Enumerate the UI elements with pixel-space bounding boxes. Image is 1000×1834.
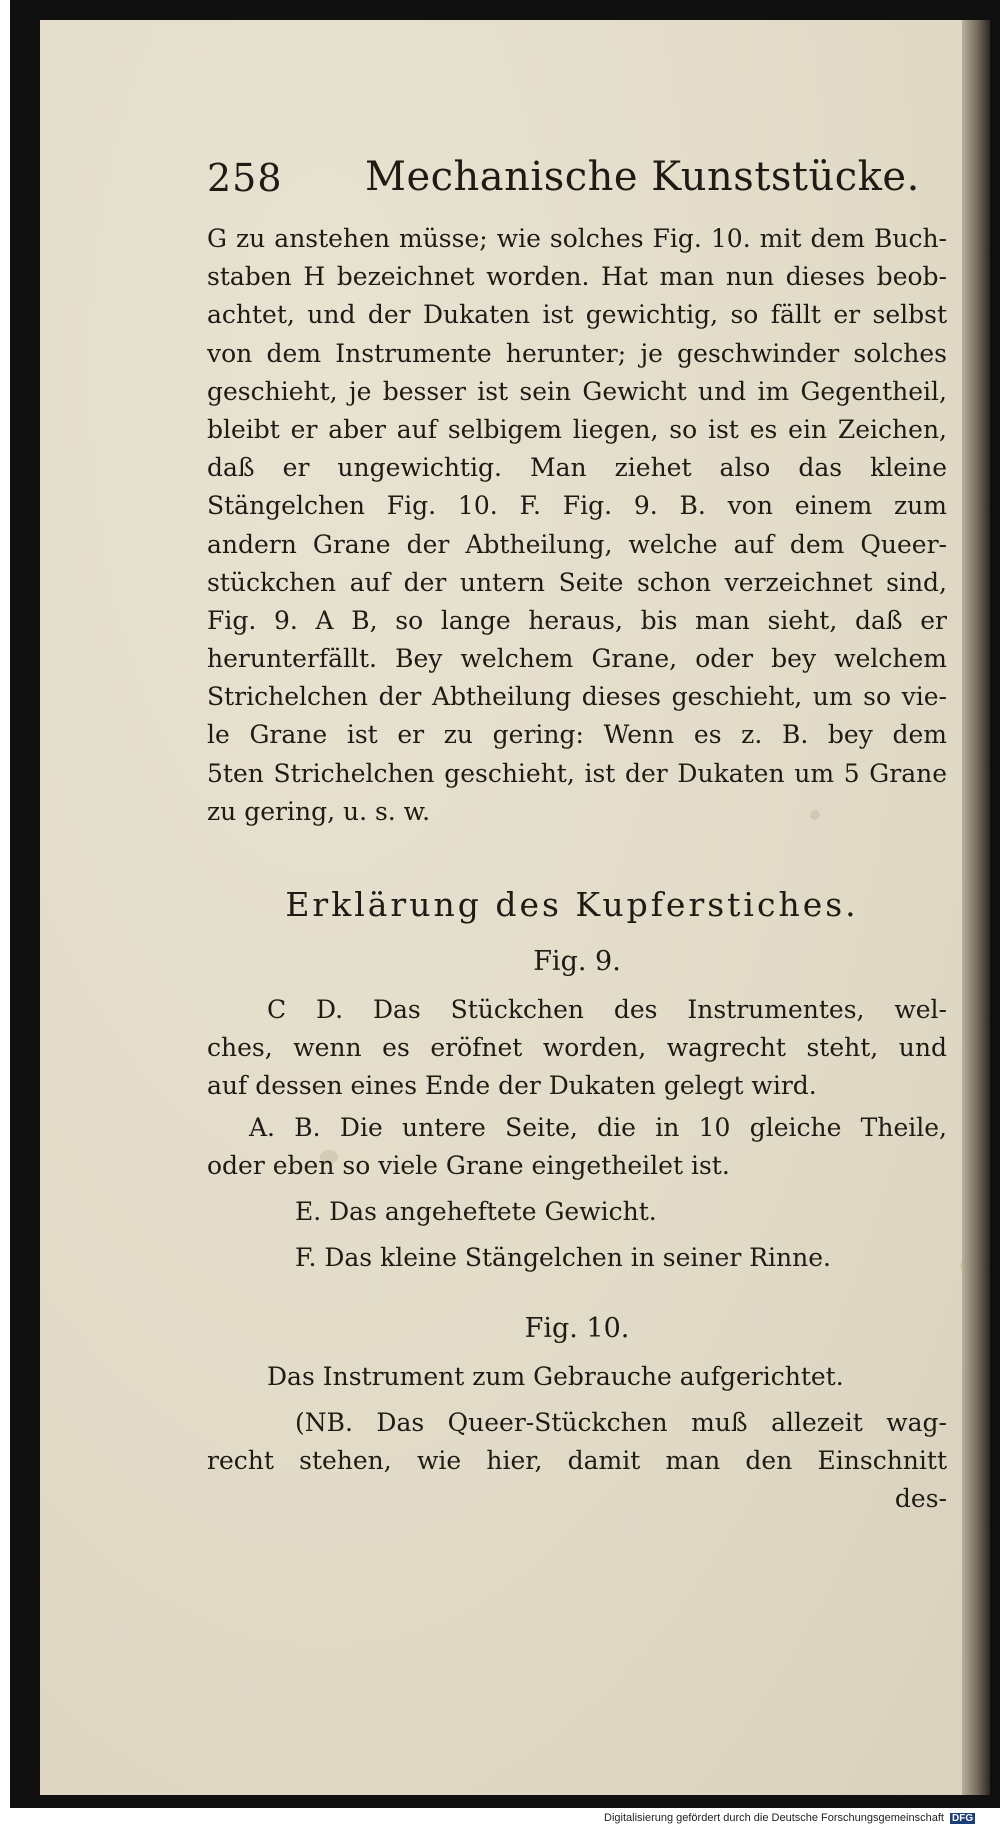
text-line: Strichelchen der Abtheilung dieses geschieht, um so vie- — [207, 682, 947, 712]
text-line: bleibt er aber auf selbigem liegen, so ist es ein Zeichen, — [207, 414, 947, 444]
text-line: von dem Instrumente herunter; je geschwinder solches — [207, 338, 947, 368]
text-line: G zu anstehen müsse; wie solches Fig. 10. mit dem Buch- — [207, 224, 947, 253]
text-line: stückchen auf der untern Seite schon verzeichnet sind, — [207, 567, 947, 597]
text-line: ches, wenn es eröfnet worden, wagrecht steht, und — [207, 1033, 947, 1062]
text-line: auf dessen eines Ende der Dukaten gelegt wird. — [207, 1071, 817, 1100]
text-line: (NB. Das Queer-Stückchen muß allezeit wag- — [295, 1408, 947, 1437]
text-line: daß er ungewichtig. Man ziehet also das kleine — [207, 453, 947, 483]
text-line: 5ten Strichelchen geschieht, ist der Dukaten um 5 Grane — [207, 758, 947, 788]
fig-9-entry-ab — [207, 1109, 947, 1185]
body-paragraph — [207, 220, 947, 831]
fig-9-entry-f — [207, 1239, 947, 1277]
fig-9-label: Fig. 9. — [533, 946, 621, 977]
text-line: recht stehen, wie hier, damit man den Einschnitt — [207, 1446, 947, 1475]
page-header — [207, 150, 947, 210]
text-line: Fig. 9. A B, so lange heraus, bis man sieht, daß er — [207, 605, 947, 635]
credit-text: Digitalisierung gefördert durch die Deutsche Forschungsgemeinschaft — [604, 1812, 944, 1824]
text-line: andern Grane der Abtheilung, welche auf dem Queer- — [207, 529, 947, 559]
text-line: Stängelchen Fig. 10. F. Fig. 9. B. von einem zum — [207, 491, 947, 521]
fig-9-entry-cd — [207, 991, 947, 1105]
text-line: zu gering, u. s. w. — [207, 796, 431, 826]
text-line: F. Das kleine Stängelchen in seiner Rinne. — [295, 1243, 831, 1272]
text-line: staben H bezeichnet worden. Hat man nun dieses beob- — [207, 262, 947, 292]
text-line: C D. Das Stückchen des Instrumentes, wel- — [267, 995, 947, 1024]
text-line: le Grane ist er zu gering: Wenn es z. B. bey dem — [207, 720, 947, 750]
fig-9-entry-e — [207, 1193, 947, 1231]
text-line: geschieht, je besser ist sein Gewicht und im Gegentheil, — [207, 376, 947, 406]
text-line: herunterfällt. Bey welchem Grane, oder bey welchem — [207, 644, 947, 674]
text-line: A. B. Die untere Seite, die in 10 gleiche Theile, — [249, 1113, 947, 1142]
digitization-credit — [604, 1812, 1000, 1832]
dfg-logo: DFG — [952, 1813, 974, 1824]
page-number: 258 — [207, 156, 283, 200]
fig-10-note — [207, 1404, 947, 1518]
fig-10-label: Fig. 10. — [524, 1313, 630, 1344]
text-line: E. Das angeheftete Gewicht. — [295, 1197, 657, 1226]
running-title: Mechanische Kunststücke. — [365, 154, 920, 200]
fig-10-caption — [207, 1358, 947, 1396]
page-content — [207, 150, 947, 1518]
text-line: oder eben so viele Grane eingetheilet ist. — [207, 1151, 730, 1180]
text-line: Das Instrument zum Gebrauche aufgerichtet. — [267, 1362, 844, 1391]
section-heading: Erklärung des Kupferstiches. — [285, 885, 859, 924]
page-edge — [962, 20, 990, 1795]
catchword: des- — [894, 1484, 947, 1513]
text-line: achtet, und der Dukaten ist gewichtig, so fällt er selbst — [207, 300, 947, 330]
